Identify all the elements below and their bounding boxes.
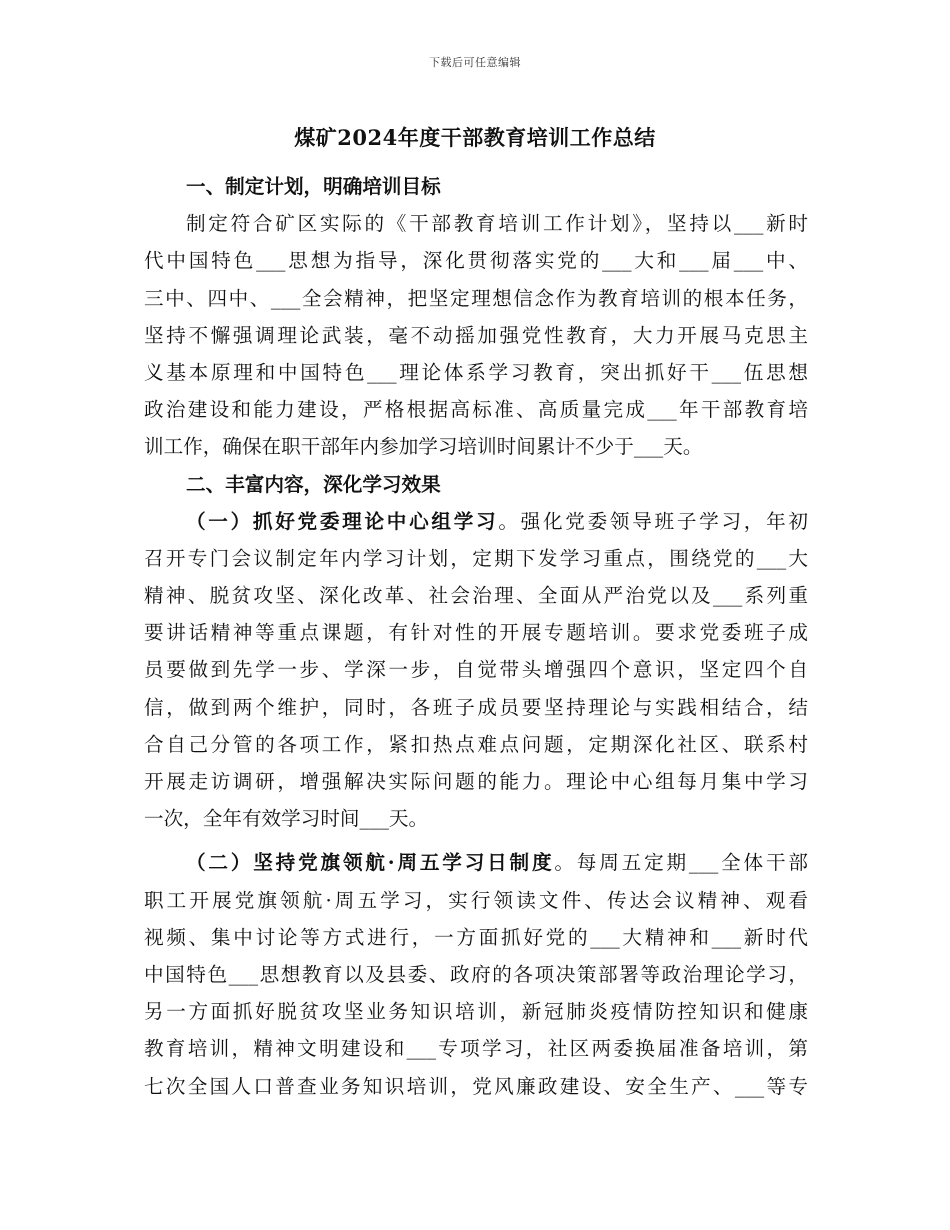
paragraph-line: 视频、集中讨论等方式进行，一方面抓好党的___大精神和___新时代	[144, 925, 808, 949]
paragraph-line: 三中、四中、___全会精神，把坚定理想信念作为教育培训的根本任务，	[144, 286, 808, 310]
paragraph-line: 精神、脱贫攻坚、深化改革、社会治理、全面从严治党以及___系列重	[144, 584, 808, 608]
paragraph-line: 信，做到两个维护，同时，各班子成员要坚持理论与实践相结合，结	[144, 695, 808, 719]
paragraph-line: 另一方面抓好脱贫攻坚业务知识培训，新冠肺炎疫情防控知识和健康	[144, 1000, 808, 1024]
document-title: 煤矿2024年度干部教育培训工作总结	[294, 125, 656, 150]
subsection-2-first-rest: 。每周五定期___全体干部	[554, 851, 808, 875]
header-note: 下载后可任意编辑	[429, 56, 521, 69]
paragraph-line: 坚持不懈强调理论武装，毫不动摇加强党性教育，大力开展马克思主	[144, 323, 808, 347]
section-1-heading: 一、制定计划，明确培训目标	[186, 175, 441, 198]
subsection-1-first-line	[144, 503, 808, 540]
subsection-2-lead: （二）坚持党旗领航·周五学习日制度	[186, 851, 555, 875]
section-2-heading: 二、丰富内容，深化学习效果	[186, 472, 441, 496]
paragraph-line: 职工开展党旗领航·周五学习，实行领读文件、传达会议精神、观看	[144, 888, 808, 912]
paragraph-line: 要讲话精神等重点课题，有针对性的开展专题培训。要求党委班子成	[144, 621, 808, 645]
paragraph-line: 七次全国人口普查业务知识培训，党风廉政建设、安全生产、___等专	[144, 1074, 808, 1098]
paragraph-line: 义基本原理和中国特色___理论体系学习教育，突出抓好干___伍思想	[144, 360, 808, 384]
paragraph-line: 一次，全年有效学习时间___天。	[144, 807, 429, 831]
paragraph-line: 员要做到先学一步、学深一步，自觉带头增强四个意识，坚定四个自	[144, 658, 808, 682]
paragraph-line: 教育培训，精神文明建设和___专项学习，社区两委换届准备培训，第	[144, 1037, 808, 1061]
subsection-1-first-rest: 。强化党委领导班子学习，年初	[498, 509, 809, 533]
paragraph-line: 代中国特色___思想为指导，深化贯彻落实党的___大和___届___中、	[144, 249, 808, 273]
paragraph-line: 制定符合矿区实际的《干部教育培训工作计划》，坚持以___新时	[186, 212, 808, 236]
subsection-2-first-line	[144, 844, 808, 881]
paragraph-line: 合自己分管的各项工作，紧扣热点难点问题，定期深化社区、联系村	[144, 732, 808, 756]
paragraph-line: 中国特色___思想教育以及县委、政府的各项决策部署等政治理论学习，	[144, 962, 808, 986]
paragraph-line: 召开专门会议制定年内学习计划，定期下发学习重点，围绕党的___大	[144, 546, 808, 570]
paragraph-line: 政治建设和能力建设，严格根据高标准、高质量完成___年干部教育培	[144, 398, 808, 422]
subsection-1-lead: （一）抓好党委理论中心组学习	[186, 509, 499, 533]
document-body	[144, 168, 808, 1105]
paragraph-line: 训工作，确保在职干部年内参加学习培训时间累计不少于___天。	[144, 435, 703, 459]
paragraph-line: 开展走访调研，增强解决实际问题的能力。理论中心组每月集中学习	[144, 770, 808, 793]
